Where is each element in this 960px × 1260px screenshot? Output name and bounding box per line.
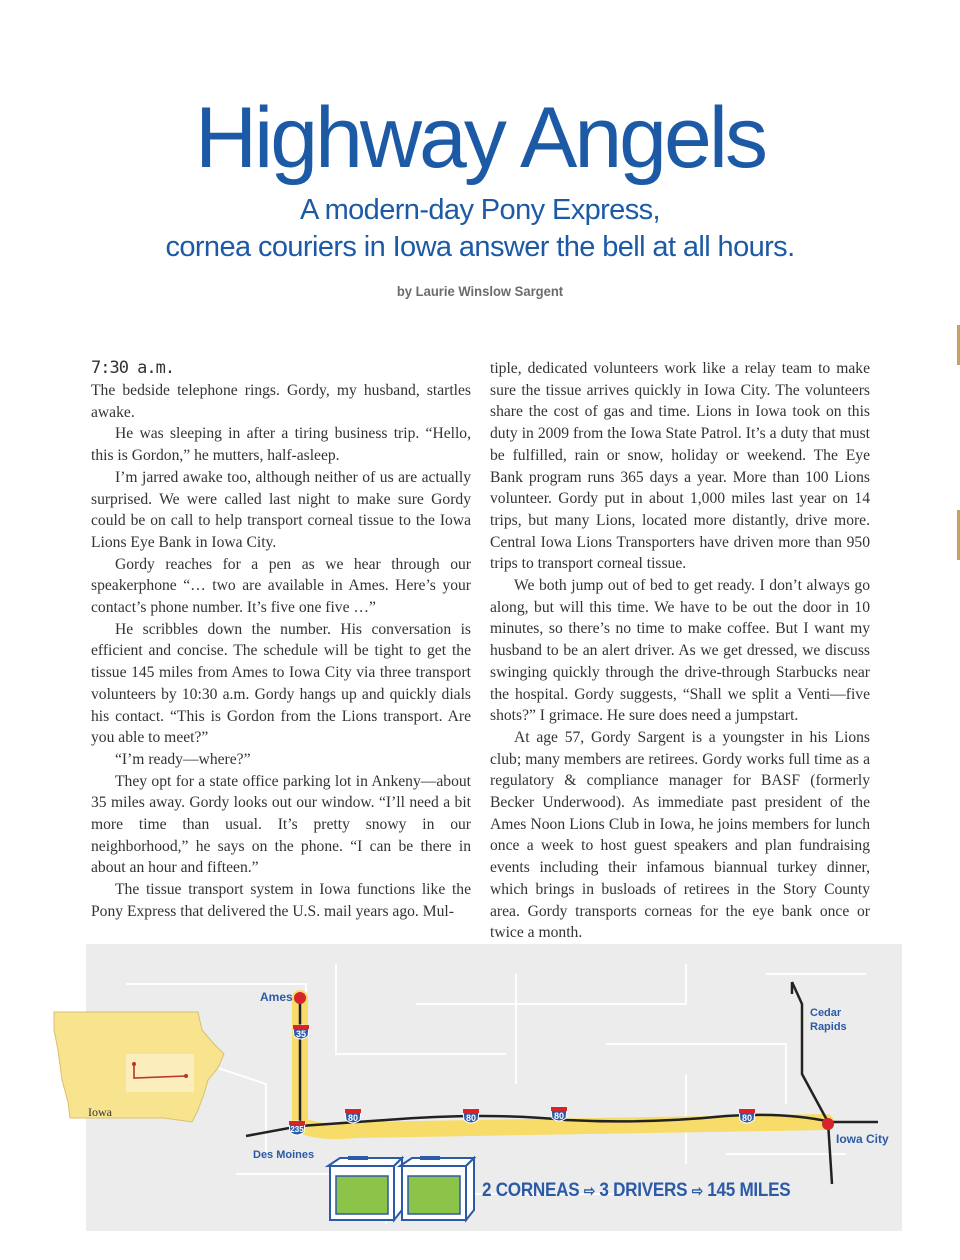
paragraph: He scribbles down the number. His conversation is efficient and concise. The schedule will be tight to get the tissue 145 miles from Ames to Iowa City via three transport volunteers by 10:30 a.m. Gordy hangs up and quickly dials his contact. “This is Gordon from the Lions transport. Are you able to meet?” [91,620,471,747]
paragraph: He was sleeping in after a tiring business trip. “Hello, this is Gordon,” he mutters, half-asleep. [91,425,471,465]
article-column-right [490,358,870,944]
city-label-ames: Ames [260,990,293,1004]
article-title: Highway Angels [195,90,765,186]
city-label-line: Rapids [810,1021,847,1033]
arrow-right-icon: ⇨ [691,1183,703,1200]
iowa-state-outline [52,1010,232,1125]
city-label-iowa-city: Iowa City [836,1132,889,1146]
interstate-shield-icon: 80 [738,1108,756,1126]
state-label: Iowa [88,1105,112,1119]
interstate-shield-icon: 235 [288,1120,306,1138]
byline: by Laurie Winslow Sargent [396,283,564,299]
subtitle-line-1: A modern-day Pony Express, [300,194,660,226]
cooler-icon [400,1156,474,1220]
stats-banner [482,1180,790,1202]
article-column-left [91,356,471,923]
interstate-shield-icon: 80 [462,1108,480,1126]
paragraph: They opt for a state office parking lot in Ankeny—about 35 miles away. Gordy looks out our window. “I’ll need a bit more time than usual. It’s pretty snowy in our neighborhood,” he says on the phone. “I can be there in about an hour and fifteen.” [91,772,471,877]
city-label-des-moines: Des Moines [253,1149,315,1161]
stat-miles: 145 MILES [707,1180,791,1201]
paragraph: I’m jarred awake too, although neither of us are actually surprised. We were called last night to make sure Gordy could be on call to help transport corneal tissue to the Iowa Lions Eye Bank in Iowa City. [91,468,471,551]
paragraph: The tissue transport system in Iowa functions like the Pony Express that delivered the U.S. mail years ago. Mul- [91,881,471,920]
interstate-shield-icon: 80 [550,1106,568,1124]
city-label-line: Cedar [810,1007,842,1019]
time-stamp: 7:30 a.m. [91,358,175,378]
cooler-icon [328,1156,402,1220]
paragraph: Gordy reaches for a pen as we hear through our speakerphone “… two are available in Ames. Here’s your contact’s phone number. It’s five one five …” [91,555,471,617]
paragraph: At age 57, Gordy Sargent is a youngster in his Lions club; many members are retirees. Gordy works full time as a regulatory & compliance manager for BASF (formerly Becker Underwood). As immediate past president of the Ames Noon Lions Club in Iowa, he joins members for lunch once a week to host guest speakers and plan fundraising events including their infamous biannual turkey dinner, which brings in busloads of retirees in the Story County area. Gordy transports corneas for the eye bank once or twice a month. [490,728,870,942]
paragraph: The bedside telephone rings. Gordy, my husband, startles awake. [91,382,471,421]
subtitle-line-2: cornea couriers in Iowa answer the bell at all hours. [165,231,795,263]
paragraph: “I’m ready—where?” [115,750,251,768]
interstate-shield-icon: 80 [344,1108,362,1126]
interstate-shield-icon: 35 [292,1024,310,1042]
paragraph: tiple, dedicated volunteers work like a relay team to make sure the tissue arrives quickly in Iowa City. The volunteers share the cost of gas and time. Lions in Iowa took on this duty in 2009 from the Iowa State Patrol. It’s a duty that must be fulfilled, rain or snow, holiday or weekend. The Eye Bank program runs 365 days a year. More than 100 Lions volunteer. Gordy put in about 1,000 miles last year on 14 trips, but many Lions, located more distantly, drive more. Central Iowa Lions Transporters have driven more than 950 trips to transport corneal tissue. [490,360,870,573]
paragraph: We both jump out of bed to get ready. I don’t always go along, but will this time. We have to be out the door in 10 minutes, so there’s no time to make coffee. But I want my husband to be an alert driver. As we get dressed, we discuss swinging quickly through the drive-through Starbucks near the hospital. Gordy suggests, “Shall we split a Venti—five shots?” I grimace. He sure does need a jumpstart. [490,577,870,725]
stat-drivers: 3 DRIVERS [599,1180,688,1201]
city-label-cedar-rapids [810,1006,847,1034]
stat-corneas: 2 CORNEAS [482,1180,580,1201]
article-subtitle [0,192,960,266]
arrow-right-icon: ⇨ [583,1183,595,1200]
